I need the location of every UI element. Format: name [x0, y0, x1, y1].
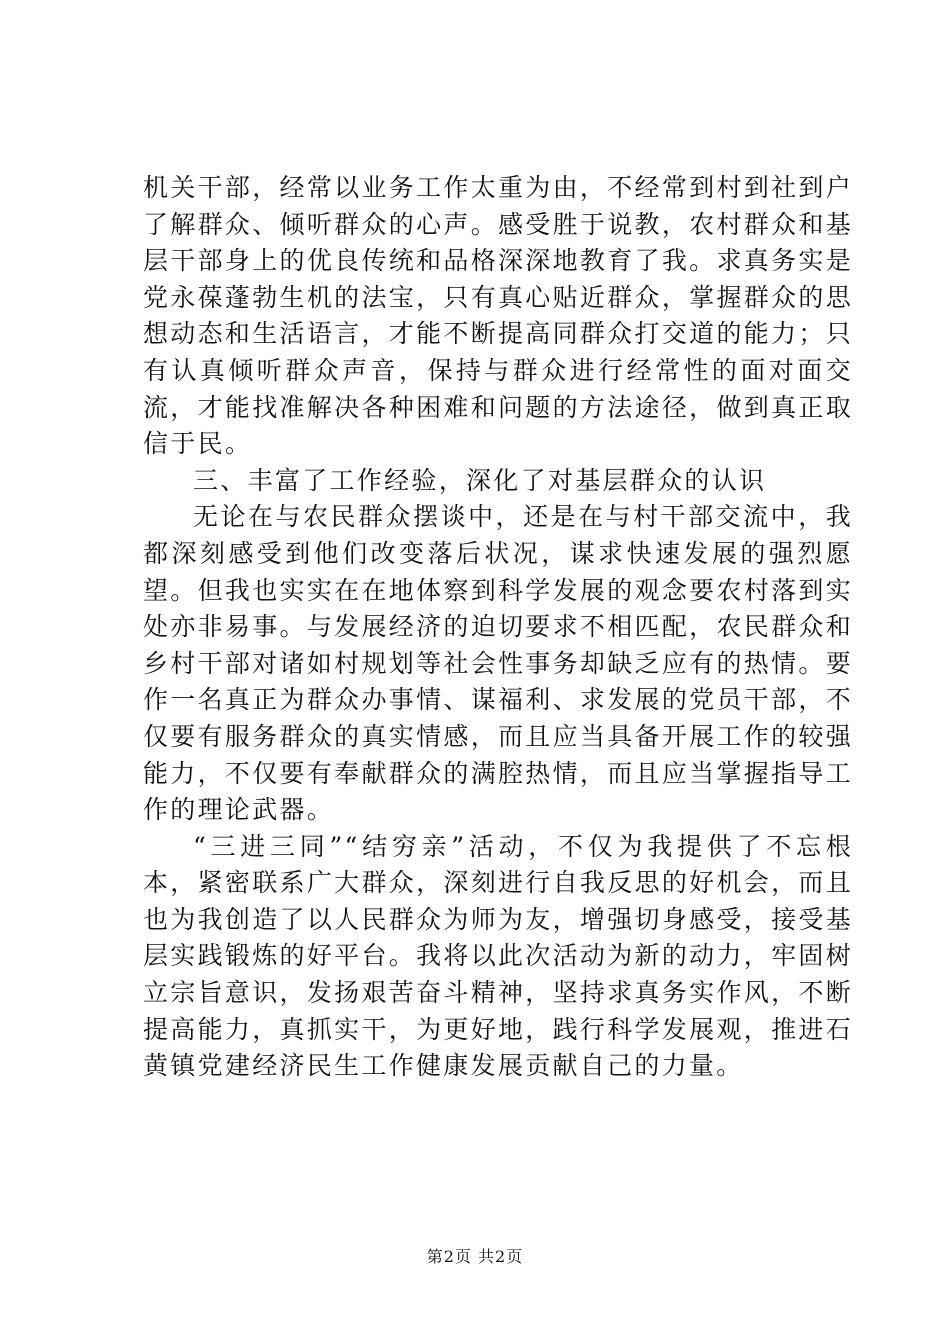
paragraph-experience: 无论在与农民群众摆谈中，还是在与村干部交流中，我都深刻感受到他们改变落后状况，谋求快速发展的强烈愿望。但我也实实在在地体察到科学发展的观念要农村落到实处亦非易事。与发展经济的迫切要求不相匹配，农民群众和乡村干部对诸如村规划等社会性事务却缺乏应有的热情。要作一名真正为群众办事情、谋福利、求发展的党员干部，不仅要有服务群众的真实情感，而且应当具备开展工作的较强能力，不仅要有奉献群众的满腔热情，而且应当掌握指导工作的理论武器。 — [143, 502, 853, 825]
paragraph-conclusion: “三进三同”“结穷亲”活动，不仅为我提供了不忘根本，紧密联系广大群众，深刻进行自我反思的好机会，而且也为我创造了以人民群众为师为友，增强切身感受，接受基层实践锻炼的好平台。我将以此次活动为新的动力，牢固树立宗旨意识，发扬艰苦奋斗精神，坚持求真务实作风，不断提高能力，真抓实干，为更好地，践行科学发展观，推进石黄镇党建经济民生工作健康发展贡献自己的力量。 — [143, 831, 853, 1081]
section-heading: 三、丰富了工作经验，深化了对基层群众的认识 — [193, 465, 767, 495]
document-body — [143, 170, 853, 1085]
paragraph-continuation: 机关干部，经常以业务工作太重为由，不经常到村到社到户了解群众、倾听群众的心声。感受胜于说教，农村群众和基层干部身上的优良传统和品格深深地教育了我。求真务实是党永葆蓬勃生机的法宝，只有真心贴近群众，掌握群众的思想动态和生活语言，才能不断提高同群众打交道的能力；只有认真倾听群众声音，保持与群众进行经常性的面对面交流，才能找准解决各种困难和问题的方法途径，做到真正取信于民。 — [143, 173, 853, 459]
page-footer: 第2页 共2页 — [426, 1247, 524, 1266]
